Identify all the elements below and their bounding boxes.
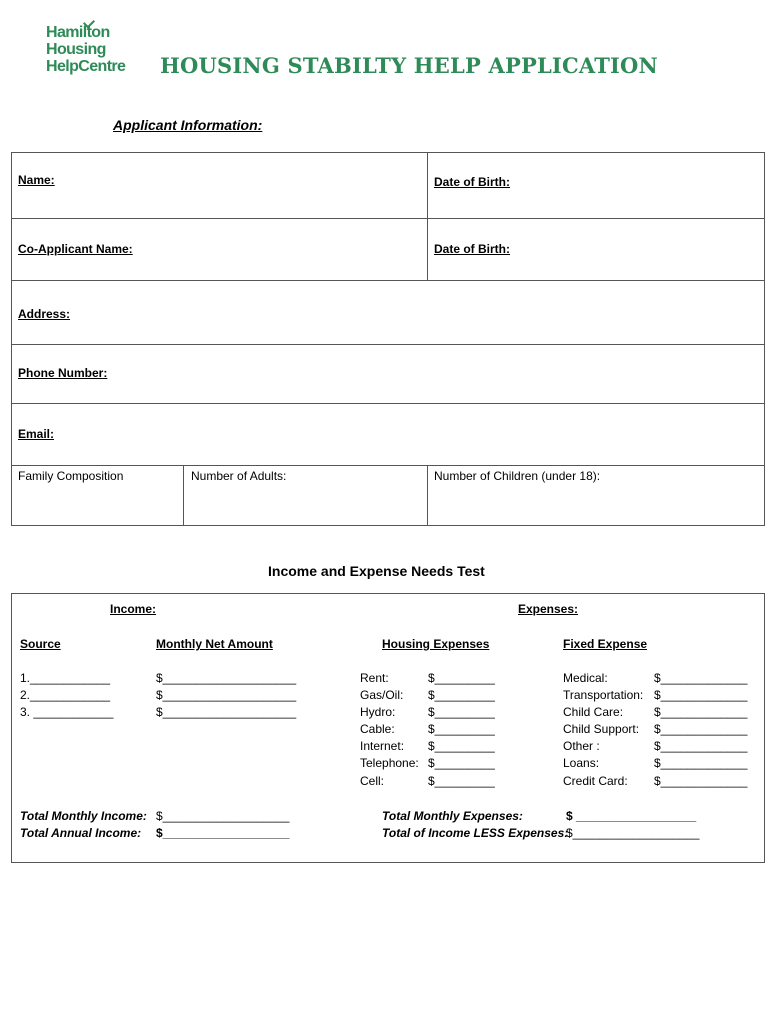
applicant-table [11, 152, 765, 526]
fixed-blank[interactable]: $_____________ [654, 688, 748, 702]
dob-field[interactable]: Date of Birth: [434, 175, 510, 189]
fixed-blank[interactable]: $_____________ [654, 705, 748, 719]
income-expense-heading: Income and Expense Needs Test [268, 563, 485, 579]
fixed-blank[interactable]: $_____________ [654, 756, 748, 770]
source-line[interactable]: 3. ____________ [20, 705, 114, 719]
housing-blank[interactable]: $_________ [428, 739, 495, 753]
housing-blank[interactable]: $_________ [428, 722, 495, 736]
housing-label: Cable: [360, 722, 395, 736]
row-divider [11, 344, 765, 345]
fixed-label: Credit Card: [563, 774, 628, 788]
logo [46, 24, 125, 75]
amount-line[interactable]: $____________________ [156, 688, 297, 702]
housing-label: Gas/Oil: [360, 688, 404, 702]
col-divider [427, 465, 428, 526]
fixed-blank[interactable]: $_____________ [654, 739, 748, 753]
co-applicant-name-field[interactable]: Co-Applicant Name: [18, 242, 133, 256]
expenses-label: Expenses: [518, 602, 579, 616]
row-divider [11, 218, 765, 219]
fixed-expense-header: Fixed Expense [563, 637, 648, 651]
col-divider [427, 152, 428, 280]
family-composition-label: Family Composition [18, 469, 124, 483]
children-field[interactable]: Number of Children (under 18): [434, 469, 601, 483]
total-income-less-expenses-field[interactable]: $___________________ [566, 826, 700, 840]
fixed-label: Loans: [563, 756, 600, 770]
fixed-label: Transportation: [563, 688, 644, 702]
col-divider [183, 465, 184, 526]
row-divider [11, 465, 765, 466]
fixed-label: Child Care: [563, 705, 624, 719]
total-monthly-expenses-field[interactable]: $ __________________ [566, 809, 697, 823]
fixed-blank[interactable]: $_____________ [654, 774, 748, 788]
fixed-label: Medical: [563, 671, 608, 685]
fixed-blank[interactable]: $_____________ [654, 671, 748, 685]
logo-line-2: Housing [46, 41, 106, 58]
total-monthly-expenses-label: Total Monthly Expenses: [382, 809, 523, 823]
income-label: Income: [110, 602, 157, 616]
co-applicant-dob-field[interactable]: Date of Birth: [434, 242, 510, 256]
name-field[interactable]: Name: [18, 173, 55, 187]
logo-line-3: HelpCentre [46, 58, 126, 75]
source-line[interactable]: 2.____________ [20, 688, 111, 702]
email-field[interactable]: Email: [18, 427, 55, 441]
fixed-label: Other : [563, 739, 600, 753]
total-income-less-expenses-label: Total of Income LESS Expenses: [382, 826, 569, 840]
fixed-label: Child Support: [563, 722, 640, 736]
fixed-blank[interactable]: $_____________ [654, 722, 748, 736]
housing-expenses-header: Housing Expenses [382, 637, 490, 651]
amount-line[interactable]: $____________________ [156, 671, 297, 685]
total-monthly-income-field[interactable]: $___________________ [156, 809, 290, 823]
logo-line-1: Hamilton [46, 24, 110, 41]
housing-label: Telephone: [360, 756, 419, 770]
phone-field[interactable]: Phone Number: [18, 366, 108, 380]
adults-field[interactable]: Number of Adults: [191, 469, 287, 483]
row-divider [11, 403, 765, 404]
page-title: HOUSING STABILTY HELP APPLICATION [160, 53, 658, 78]
row-divider [11, 280, 765, 281]
housing-label: Cell: [360, 774, 385, 788]
address-field[interactable]: Address: [18, 307, 71, 321]
housing-label: Rent: [360, 671, 389, 685]
housing-blank[interactable]: $_________ [428, 774, 495, 788]
amount-line[interactable]: $____________________ [156, 705, 297, 719]
housing-label: Hydro: [360, 705, 396, 719]
total-annual-income-label: Total Annual Income: [20, 826, 142, 840]
housing-blank[interactable]: $_________ [428, 671, 495, 685]
applicant-heading: Applicant Information: [113, 117, 263, 133]
housing-blank[interactable]: $_________ [428, 756, 495, 770]
housing-blank[interactable]: $_________ [428, 688, 495, 702]
source-header: Source [20, 637, 61, 651]
total-monthly-income-label: Total Monthly Income: [20, 809, 147, 823]
monthly-net-header: Monthly Net Amount [156, 637, 273, 651]
source-line[interactable]: 1.____________ [20, 671, 111, 685]
total-annual-income-field[interactable]: $___________________ [156, 826, 290, 840]
housing-blank[interactable]: $_________ [428, 705, 495, 719]
housing-label: Internet: [360, 739, 405, 753]
